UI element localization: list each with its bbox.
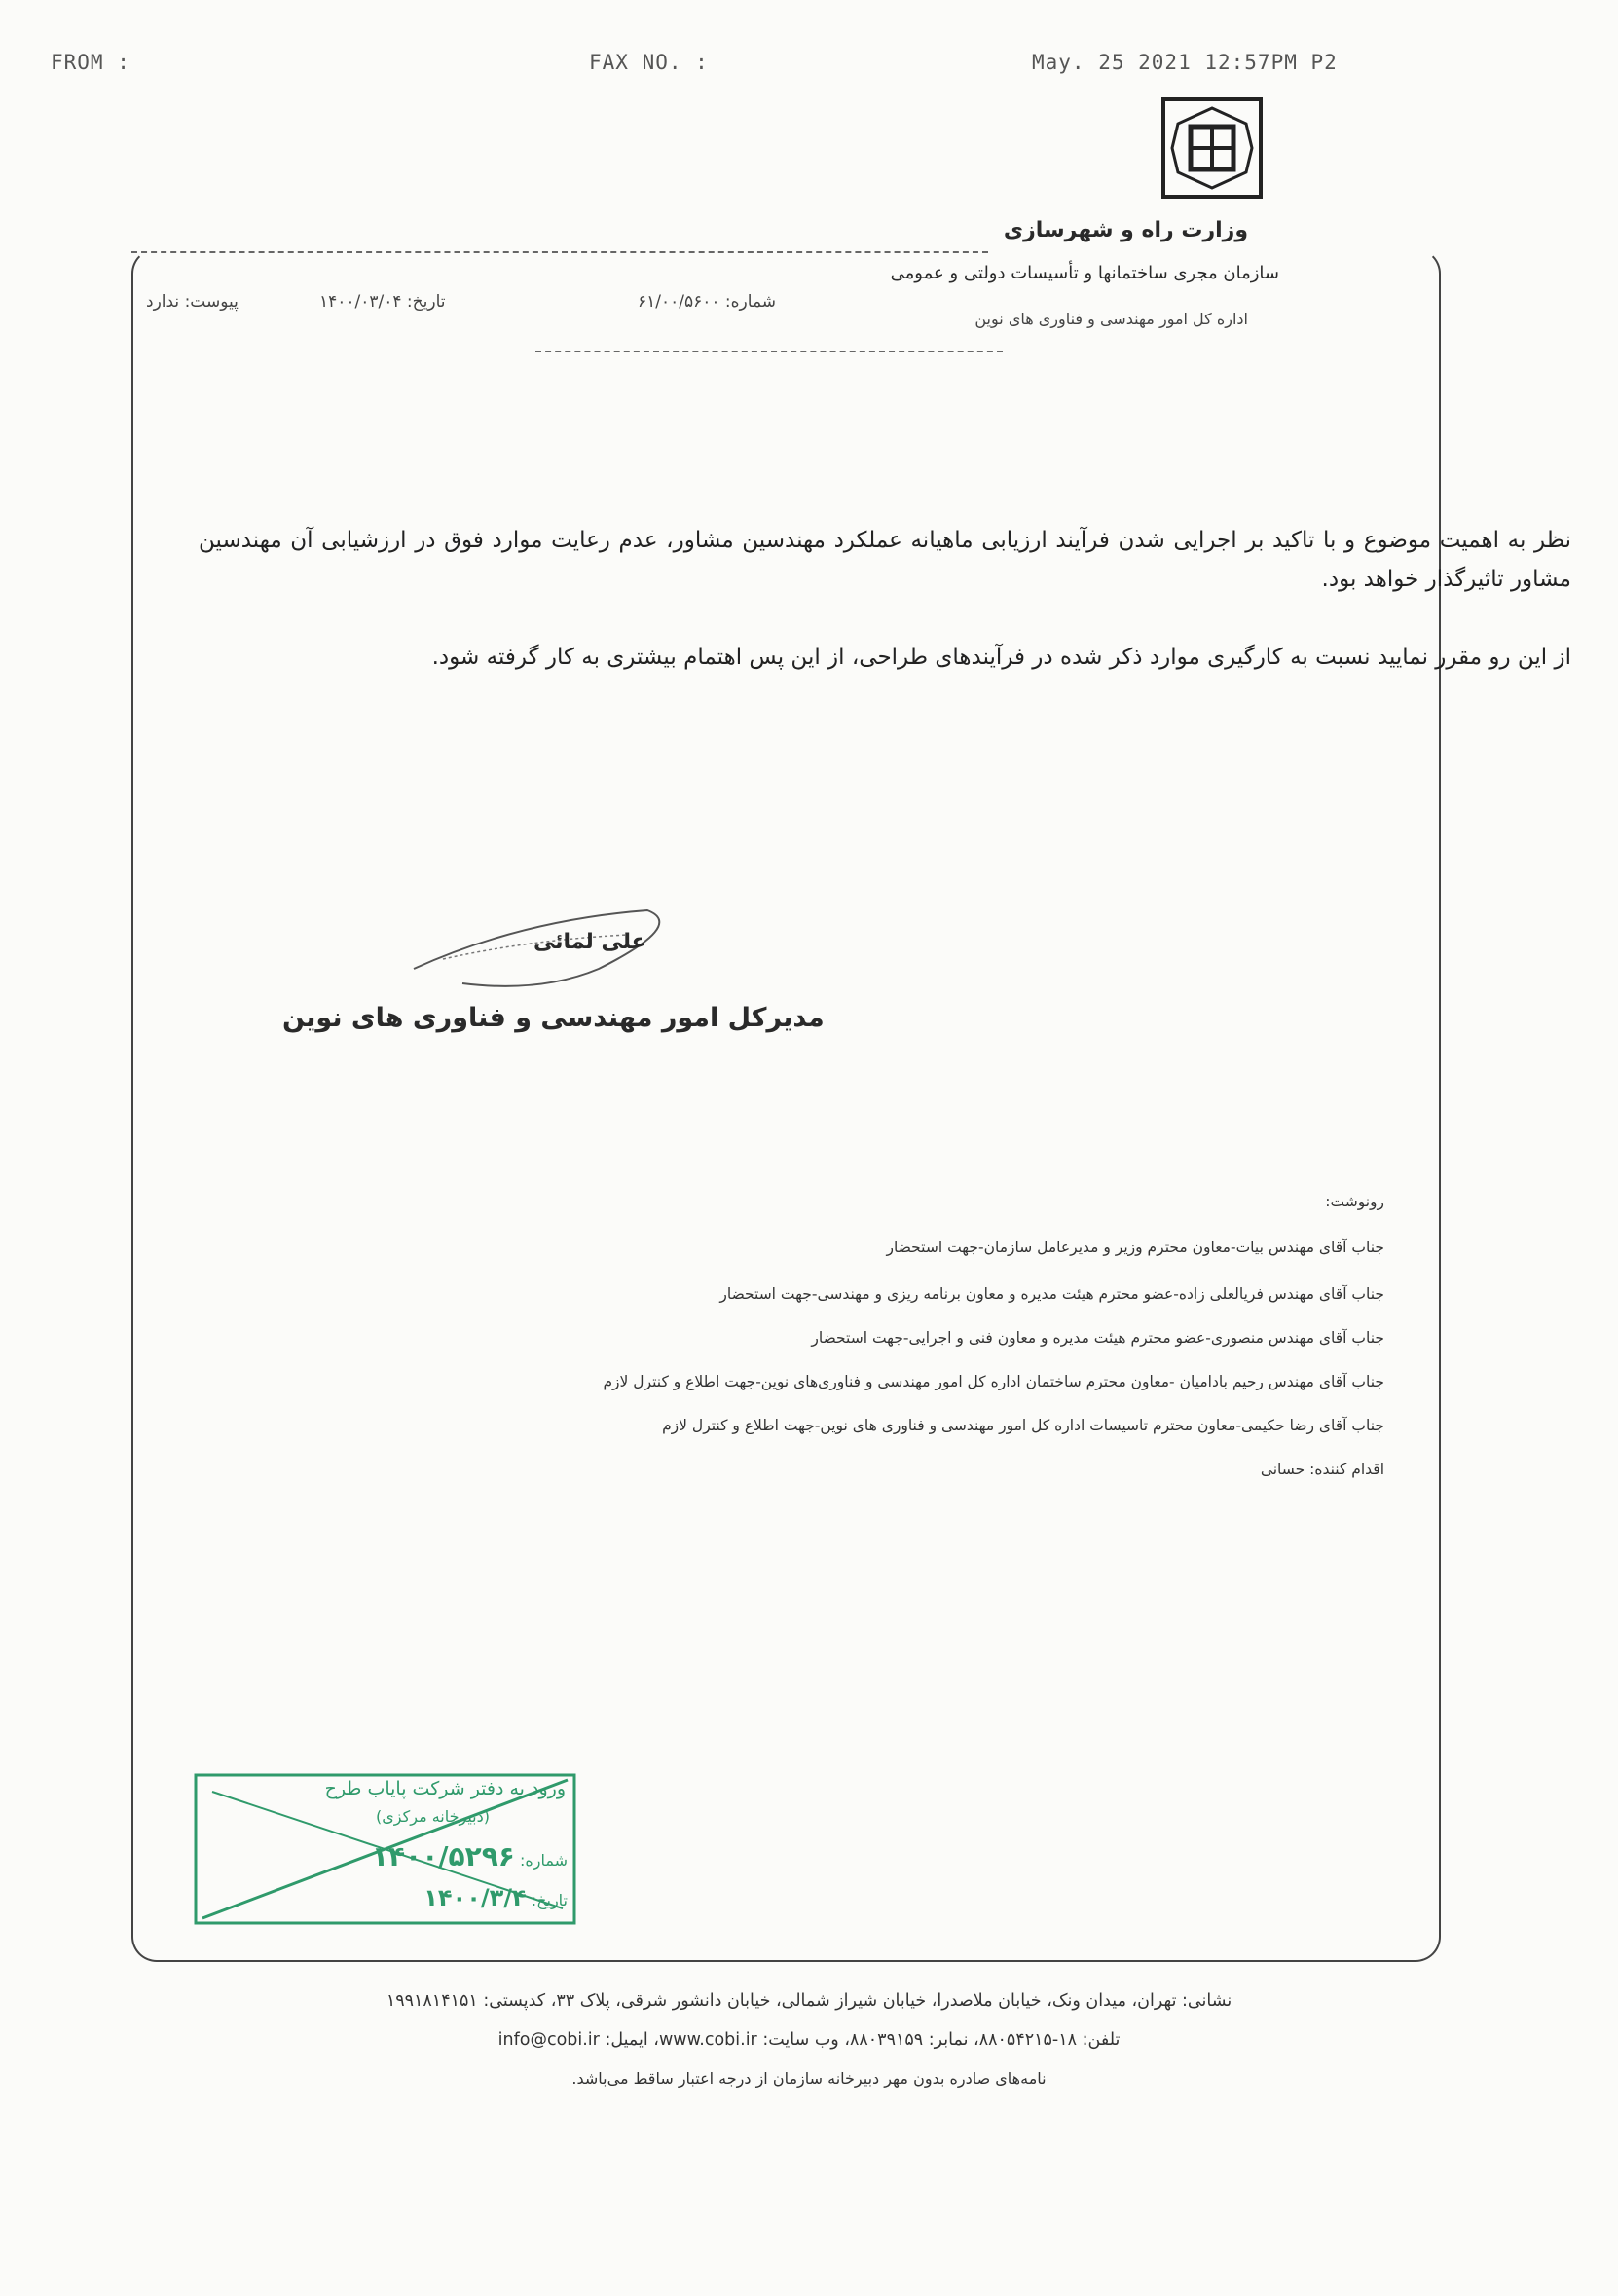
letter-number-value: ۶۱/۰۰/۵۶۰۰ <box>638 292 720 312</box>
cc-heading: رونوشت: <box>1325 1193 1384 1210</box>
signatory-title: مدیرکل امور مهندسی و فناوری های نوین <box>282 1003 825 1033</box>
footer-address: نشانی: تهران، میدان ونک، خیابان ملاصدرا، خیابان شیراز شمالی، خیابان دانشور شرقی، پلاک ۳۳، کدپستی: ۱۹۹۱۸۱۴۱۵۱ <box>386 1991 1232 2011</box>
stamp-date <box>423 1884 568 1911</box>
letter-frame <box>131 248 1441 1962</box>
letter-date-value: ۱۴۰۰/۰۳/۰۴ <box>319 292 402 312</box>
body-paragraph-1: نظر به اهمیت موضوع و با تاکید بر اجرایی شدن فرآیند ارزیابی ماهیانه عملکرد مهندسین مشاور، عدم رعایت موارد فوق در ارزشیابی آن مهندسین مشاور تاثیرگذار خواهد بود. <box>199 528 1571 593</box>
ministry-name: وزارت راه و شهرسازی <box>1003 218 1248 242</box>
letter-attachment <box>146 292 239 312</box>
letter-number-label: شماره: <box>724 292 777 312</box>
department-name: اداره کل امور مهندسی و فناوری های نوین <box>974 310 1248 328</box>
stamp-line-1: ورود به دفتر شرکت پایاب طرح <box>324 1778 566 1799</box>
received-stamp <box>193 1772 577 1926</box>
ministry-logo-icon <box>1158 94 1266 202</box>
stamp-date-label: تاریخ: <box>531 1891 568 1909</box>
cc-line: جناب آقای رضا حکیمی-معاون محترم تاسیسات اداره کل امور مهندسی و فناوری های نوین-جهت اطلاع و کنترل لازم <box>662 1417 1384 1434</box>
stamp-line-2: (دبیرخانه مرکزی) <box>376 1807 490 1826</box>
footer-note: نامه‌های صادره بدون مهر دبیرخانه سازمان از درجه اعتبار ساقط می‌باشد. <box>571 2069 1047 2088</box>
stamp-number-value: ۱۴۰۰/۵۲۹۶ <box>371 1840 515 1872</box>
fax-number: FAX NO. : <box>589 51 709 74</box>
stamp-number-label: شماره: <box>519 1851 568 1870</box>
letter-number <box>638 292 776 312</box>
signature-scribble-icon <box>404 901 686 1012</box>
cc-line: جناب آقای مهندس فریالعلی زاده-عضو محترم هیئت مدیره و معاون برنامه ریزی و مهندسی-جهت استحضار <box>719 1285 1384 1303</box>
cc-line: جناب آقای مهندس بیات-معاون محترم وزیر و مدیرعامل سازمان-جهت استحضار <box>886 1239 1384 1256</box>
organization-name: سازمان مجری ساختمانها و تأسیسات دولتی و عمومی <box>890 263 1279 283</box>
cc-line: جناب آقای مهندس منصوری-عضو محترم هیئت مدیره و معاون فنی و اجرایی-جهت استحضار <box>811 1329 1384 1347</box>
body-paragraph-2: از این رو مقرر نمایید نسبت به کارگیری موارد ذکر شده در فرآیندهای طراحی، از این پس اهتمام بیشتری به کار گرفته شود. <box>431 645 1571 670</box>
fax-timestamp: May. 25 2021 12:57PM P2 <box>1032 51 1338 74</box>
letter-attachment-value: ندارد <box>146 292 180 312</box>
letter-date <box>319 292 445 312</box>
fax-from: FROM : <box>51 51 130 74</box>
stamp-number <box>372 1840 568 1872</box>
letter-attachment-label: پیوست: <box>184 292 239 312</box>
stamp-date-value: ۱۴۰۰/۳/۴ <box>423 1884 527 1911</box>
cc-actioner: اقدام کننده: حسانی <box>1260 1461 1384 1478</box>
cc-line: جناب آقای مهندس رحیم بادامیان -معاون محترم ساختمان اداره کل امور مهندسی و فناوری‌های نوین-جهت اطلاع و کنترل لازم <box>603 1373 1384 1390</box>
footer-contact: تلفن: ۱۸-۸۸۰۵۴۲۱۵، نمابر: ۸۸۰۳۹۱۵۹، وب سایت: www.cobi.ir، ایمیل: info@cobi.ir <box>497 2030 1121 2050</box>
letter-date-label: تاریخ: <box>406 292 446 312</box>
signatory-name: علی لمائی <box>533 930 646 954</box>
